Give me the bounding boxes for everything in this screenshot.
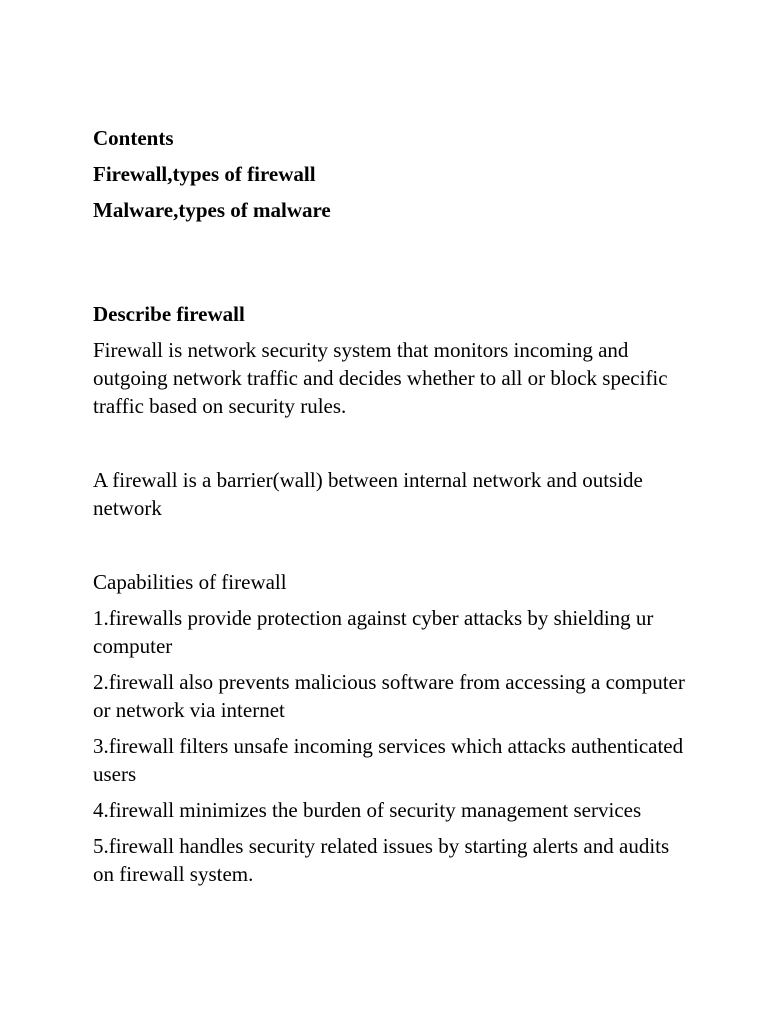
capability-item-3: 3.firewall filters unsafe incoming services which attacks authenticated users bbox=[93, 734, 684, 786]
contents-item-malware: Malware,types of malware bbox=[93, 198, 331, 222]
paragraph-firewall-barrier: A firewall is a barrier(wall) between internal network and outside network bbox=[93, 468, 643, 520]
contents-item-firewall: Firewall,types of firewall bbox=[93, 162, 316, 186]
paragraph-firewall-definition: Firewall is network security system that monitors incoming and outgoing network traffic and decides whether to all or block specific traffic based on security rules. bbox=[93, 338, 668, 418]
capability-item-2: 2.firewall also prevents malicious software from accessing a computer or network via internet bbox=[93, 670, 685, 722]
contents-title: Contents bbox=[93, 126, 174, 150]
section-heading-describe-firewall: Describe firewall bbox=[93, 302, 245, 326]
capabilities-title: Capabilities of firewall bbox=[93, 570, 287, 594]
capability-item-1: 1.firewalls provide protection against cyber attacks by shielding ur computer bbox=[93, 606, 654, 658]
document-page bbox=[93, 124, 693, 896]
capability-item-4: 4.firewall minimizes the burden of security management services bbox=[93, 798, 642, 822]
capability-item-5: 5.firewall handles security related issues by starting alerts and audits on firewall system. bbox=[93, 834, 670, 886]
